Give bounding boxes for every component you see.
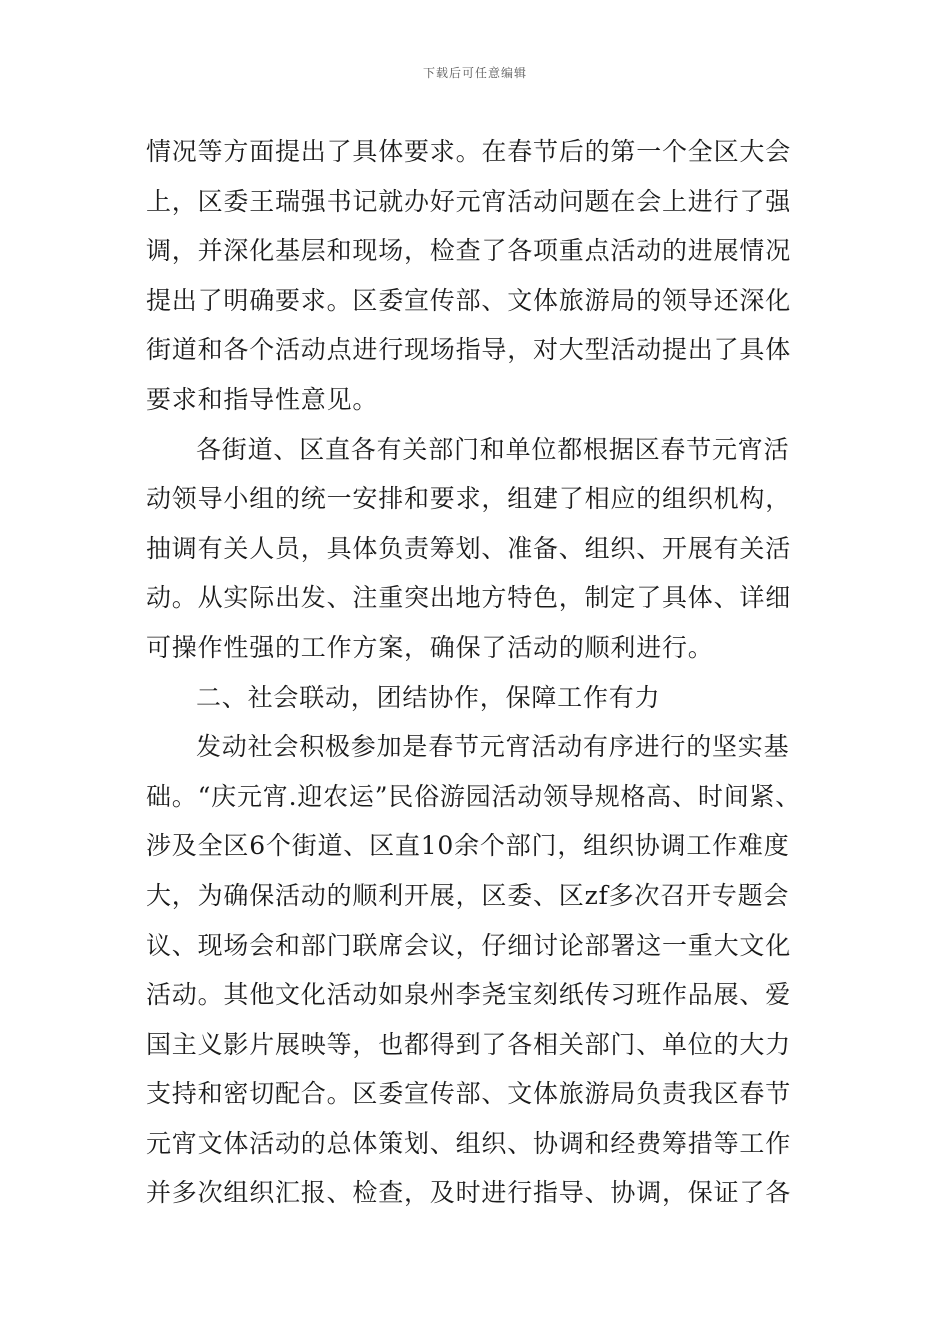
text-line: 涉及全区6个街道、区直10余个部门，组织协调工作难度 (146, 831, 790, 861)
text-line: 提出了明确要求。区委宣传部、文体旅游局的领导还深化 (146, 285, 792, 315)
text-line: 议、现场会和部门联席会议，仔细讨论部署这一重大文化 (146, 930, 792, 960)
text-line: 要求和指导性意见。 (146, 384, 379, 414)
section-heading: 二、社会联动，团结协作，保障工作有力 (196, 682, 661, 712)
document-body (146, 127, 808, 1218)
text-line: 可操作性强的工作方案，确保了活动的顺利进行。 (146, 632, 714, 662)
text-line: 动领导小组的统一安排和要求，组建了相应的组织机构， (146, 484, 792, 514)
text-line: 情况等方面提出了具体要求。在春节后的第一个全区大会 (146, 137, 792, 166)
text-line: 活动。其他文化活动如泉州李尧宝刻纸传习班作品展、爱 (146, 980, 792, 1010)
text-line: 上，区委王瑞强书记就办好元宵活动问题在会上进行了强 (146, 186, 792, 216)
header-note: 下载后可任意编辑 (422, 66, 527, 80)
text-line: 元宵文体活动的总体策划、组织、协调和经费筹措等工作 (146, 1128, 792, 1158)
text-line: 大，为确保活动的顺利开展，区委、区zf多次召开专题会 (146, 880, 790, 910)
text-line: 础。“庆元宵.迎农运”民俗游园活动领导规格高、时间紧、 (146, 781, 802, 811)
text-line: 并多次组织汇报、检查，及时进行指导、协调，保证了各 (146, 1178, 792, 1208)
paragraph-start-line: 发动社会积极参加是春节元宵活动有序进行的坚实基 (196, 732, 790, 762)
paragraph-start-line: 各街道、区直各有关部门和单位都根据区春节元宵活 (196, 434, 790, 464)
text-line: 街道和各个活动点进行现场指导，对大型活动提出了具体 (146, 335, 792, 365)
text-line: 调，并深化基层和现场，检查了各项重点活动的进展情况 (146, 236, 792, 266)
text-line: 动。从实际出发、注重突出地方特色，制定了具体、详细 (146, 583, 792, 613)
text-line: 支持和密切配合。区委宣传部、文体旅游局负责我区春节 (146, 1079, 792, 1109)
text-line: 国主义影片展映等，也都得到了各相关部门、单位的大力 (146, 1029, 792, 1059)
text-line: 抽调有关人员，具体负责筹划、准备、组织、开展有关活 (146, 533, 792, 563)
